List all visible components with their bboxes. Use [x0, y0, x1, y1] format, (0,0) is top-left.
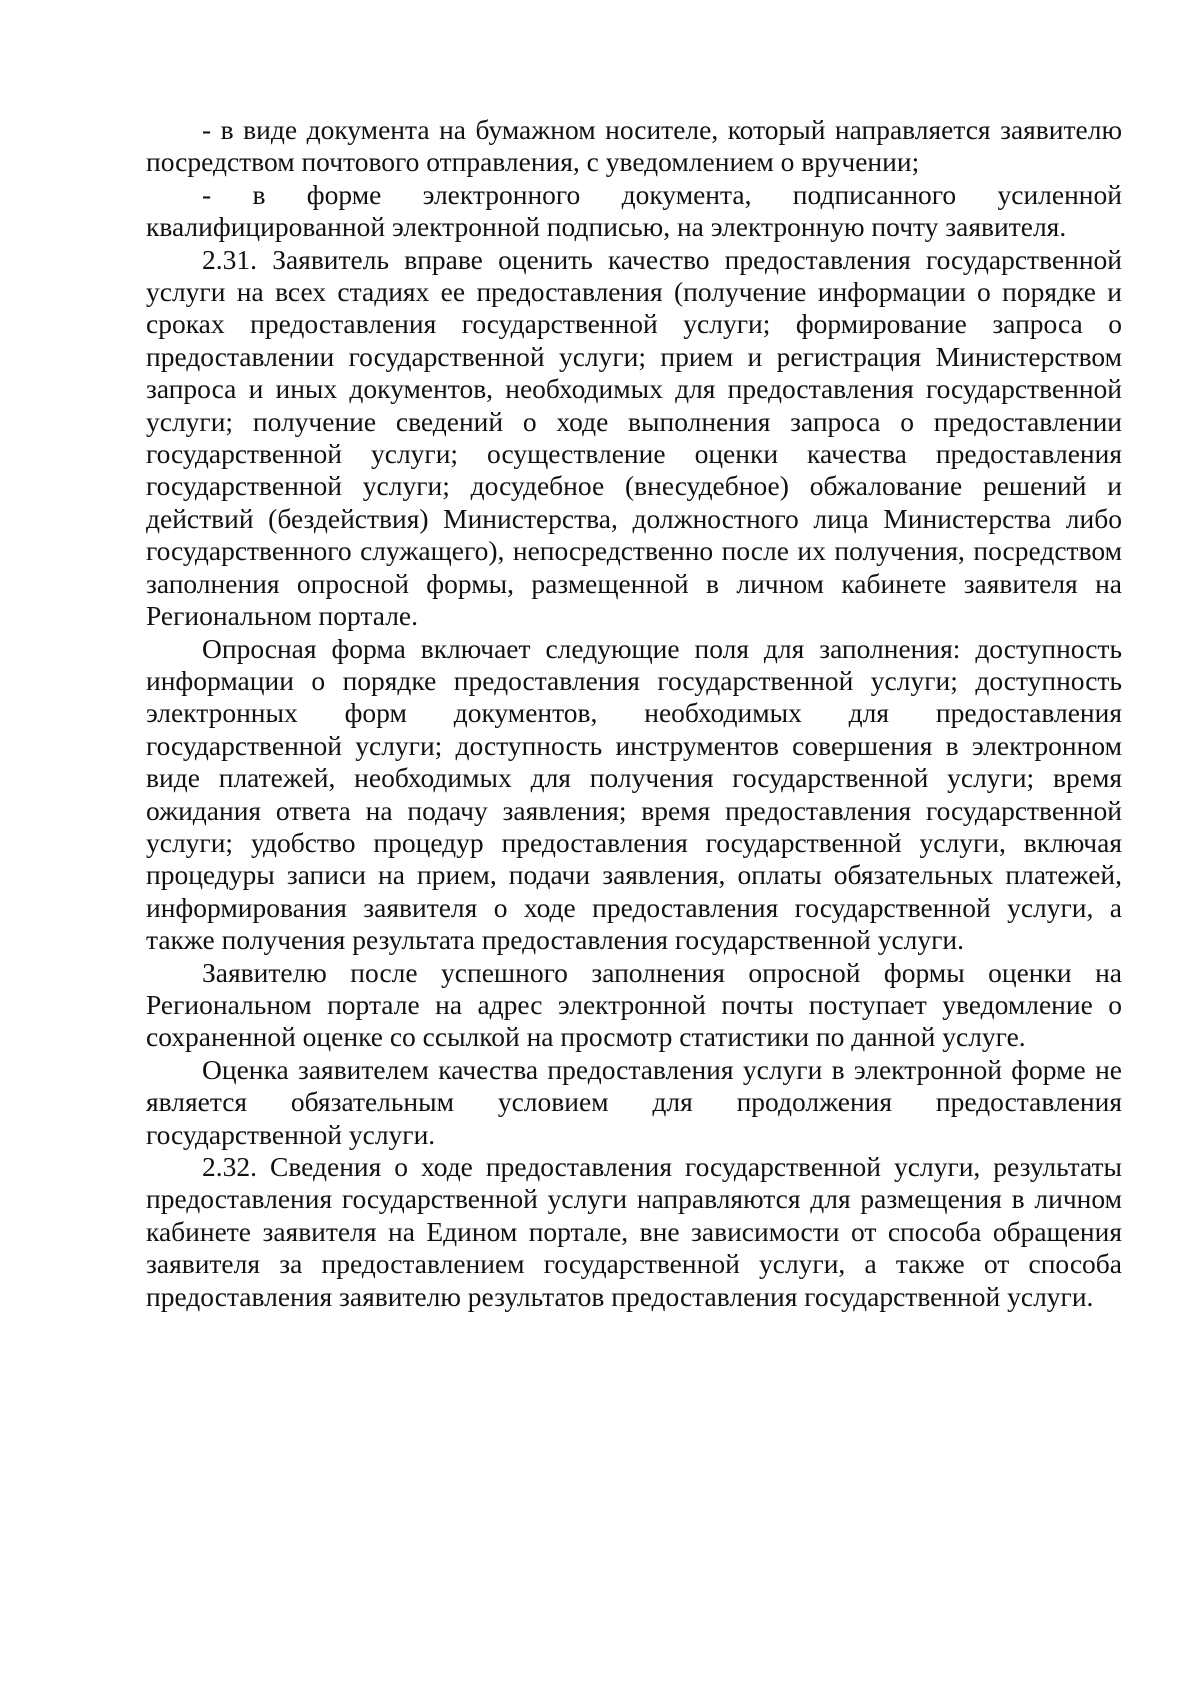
paragraph-notification: Заявителю после успешного заполнения опросной формы оценки на Региональном портале на адрес электронной почты поступает уведомление о сохраненной оценке со ссылкой на просмотр статистики по данной услуге.: [146, 956, 1122, 1053]
paragraph-2-32: 2.32. Сведения о ходе предоставления государственной услуги, результаты предоставления государственной услуги направляются для размещения в личном кабинете заявителя на Едином портале, вне зависимости от способа обращения заявителя за предоставлением государственной услуги, а также от способа предоставления заявителю результатов предоставления государственной услуги.: [146, 1151, 1122, 1312]
bullet-electronic-delivery: - в форме электронного документа, подписанного усиленной квалифицированной электронной подписью, на электронную почту заявителя.: [146, 178, 1122, 243]
bullet-paper-delivery: - в виде документа на бумажном носителе, который направляется заявителю посредством почтового отправления, с уведомлением о вручении;: [146, 114, 1122, 178]
paragraph-optional-assessment: Оценка заявителем качества предоставления услуги в электронной форме не является обязательным условием для продолжения предоставления государственной услуги.: [146, 1053, 1122, 1150]
document-body: [146, 114, 1122, 1313]
paragraph-2-31: 2.31. Заявитель вправе оценить качество предоставления государственной услуги на всех стадиях ее предоставления (получение информации о порядке и сроках предоставления государственной услуги; формирование запроса о предоставлении государственной услуги; прием и регистрация Министерством запроса и иных документов, необходимых для предоставления государственной услуги; получение сведений о ходе выполнения запроса о предоставлении государственной услуги; осуществление оценки качества предоставления государственной услуги; досудебное (внесудебное) обжалование решений и действий (бездействия) Министерства, должностного лица Министерства либо государственного служащего), непосредственно после их получения, посредством заполнения опросной формы, размещенной в личном кабинете заявителя на Региональном портале.: [146, 243, 1122, 632]
paragraph-survey-form: Опросная форма включает следующие поля для заполнения: доступность информации о порядке предоставления государственной услуги; доступность электронных форм документов, необходимых для предоставления государственной услуги; доступность инструментов совершения в электронном виде платежей, необходимых для получения государственной услуги; время ожидания ответа на подачу заявления; время предоставления государственной услуги; удобство процедур предоставления государственной услуги, включая процедуры записи на прием, подачи заявления, оплаты обязательных платежей, информирования заявителя о ходе предоставления государственной услуги, а также получения результата предоставления государственной услуги.: [146, 632, 1122, 956]
